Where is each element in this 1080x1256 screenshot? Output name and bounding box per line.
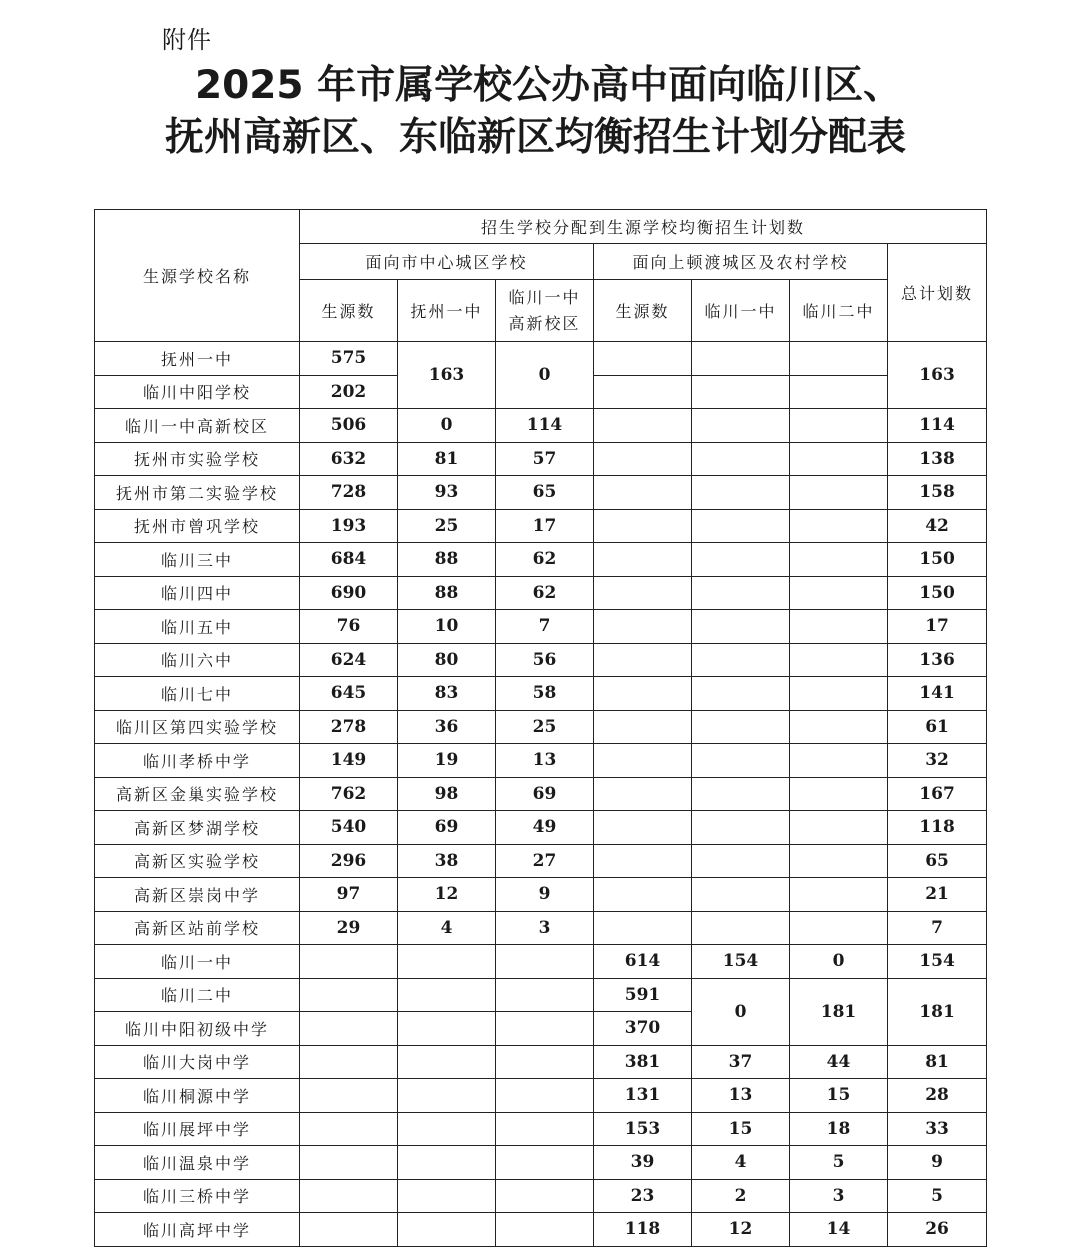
empty-cell (300, 978, 398, 1012)
fuzhou-yizhong-cell: 4 (398, 911, 496, 945)
empty-cell (496, 1213, 594, 1247)
linchuan-yizhong-cell: 37 (692, 1045, 790, 1079)
linchuan-yizhong-gaoxin-cell: 25 (496, 710, 594, 744)
table-row (95, 677, 987, 711)
linchuan-yizhong-gaoxin-cell: 57 (496, 442, 594, 476)
source-count-cell: 370 (594, 1012, 692, 1046)
empty-cell (300, 1179, 398, 1213)
header-city-source: 生源数 (300, 280, 398, 342)
table-row (95, 945, 987, 979)
linchuan-erzhong-cell: 14 (790, 1213, 888, 1247)
linchuan-erzhong-cell: 15 (790, 1079, 888, 1113)
table-row (95, 1179, 987, 1213)
header-rural-linchuan-erzhong: 临川二中 (790, 280, 888, 342)
fuzhou-yizhong-cell: 38 (398, 844, 496, 878)
empty-cell (594, 710, 692, 744)
fuzhou-yizhong-cell: 36 (398, 710, 496, 744)
empty-cell (300, 1112, 398, 1146)
school-name-cell: 临川七中 (95, 677, 300, 711)
total-cell: 154 (888, 945, 987, 979)
empty-cell (594, 543, 692, 577)
empty-cell (496, 1112, 594, 1146)
empty-cell (692, 543, 790, 577)
linchuan-yizhong-gaoxin-cell: 62 (496, 576, 594, 610)
school-name-cell: 临川三桥中学 (95, 1179, 300, 1213)
source-count-cell: 728 (300, 476, 398, 510)
source-count-cell: 690 (300, 576, 398, 610)
total-merged-cell: 163 (888, 342, 987, 409)
linchuan-yizhong-gaoxin-cell: 69 (496, 777, 594, 811)
empty-cell (790, 911, 888, 945)
school-name-cell: 高新区站前学校 (95, 911, 300, 945)
table-row (95, 811, 987, 845)
empty-cell (594, 442, 692, 476)
table-row (95, 442, 987, 476)
empty-cell (692, 476, 790, 510)
linchuan-yizhong-gaoxin-cell: 49 (496, 811, 594, 845)
linchuan-erzhong-cell: 44 (790, 1045, 888, 1079)
school-name-cell: 临川桐源中学 (95, 1079, 300, 1113)
source-count-cell: 153 (594, 1112, 692, 1146)
fuzhou-yizhong-cell: 88 (398, 543, 496, 577)
empty-cell (496, 1045, 594, 1079)
source-count-cell: 202 (300, 375, 398, 409)
empty-cell (398, 1146, 496, 1180)
source-count-cell: 29 (300, 911, 398, 945)
empty-cell (790, 375, 888, 409)
source-count-cell: 149 (300, 744, 398, 778)
empty-cell (398, 1179, 496, 1213)
empty-cell (790, 610, 888, 644)
table-row (95, 1146, 987, 1180)
linchuan-yizhong-gaoxin-cell: 13 (496, 744, 594, 778)
school-name-cell: 临川中阳学校 (95, 375, 300, 409)
empty-cell (594, 476, 692, 510)
table-row (95, 576, 987, 610)
empty-cell (300, 1012, 398, 1046)
source-count-cell: 684 (300, 543, 398, 577)
empty-cell (594, 610, 692, 644)
page-title (0, 60, 1080, 164)
linchuan-yizhong-cell: 12 (692, 1213, 790, 1247)
empty-cell (594, 911, 692, 945)
linchuan-erzhong-cell: 18 (790, 1112, 888, 1146)
empty-cell (594, 744, 692, 778)
empty-cell (692, 777, 790, 811)
school-name-cell: 临川区第四实验学校 (95, 710, 300, 744)
school-name-cell: 临川中阳初级中学 (95, 1012, 300, 1046)
empty-cell (790, 643, 888, 677)
empty-cell (692, 710, 790, 744)
fuzhou-yizhong-cell: 80 (398, 643, 496, 677)
total-cell: 9 (888, 1146, 987, 1180)
empty-cell (594, 576, 692, 610)
header-group-city: 面向市中心城区学校 (300, 244, 594, 280)
table-row (95, 1079, 987, 1113)
school-name-cell: 抚州市实验学校 (95, 442, 300, 476)
empty-cell (300, 1045, 398, 1079)
total-cell: 32 (888, 744, 987, 778)
table-row (95, 777, 987, 811)
linchuan-erzhong-cell: 0 (790, 945, 888, 979)
empty-cell (692, 643, 790, 677)
table-row (95, 744, 987, 778)
title-line-1: 2025 年市属学校公办高中面向临川区、 (195, 63, 903, 108)
school-name-cell: 临川四中 (95, 576, 300, 610)
linchuan-yizhong-gaoxin-cell: 27 (496, 844, 594, 878)
fuzhou-yizhong-cell: 81 (398, 442, 496, 476)
empty-cell (692, 744, 790, 778)
school-name-cell: 临川五中 (95, 610, 300, 644)
fuzhou-yizhong-cell: 83 (398, 677, 496, 711)
empty-cell (692, 844, 790, 878)
linchuan-yizhong-cell: 4 (692, 1146, 790, 1180)
header-total: 总计划数 (888, 244, 987, 342)
empty-cell (594, 811, 692, 845)
linchuan-yizhong-gaoxin-merged-cell: 0 (496, 342, 594, 409)
empty-cell (790, 744, 888, 778)
linchuan-yizhong-gaoxin-cell: 65 (496, 476, 594, 510)
school-name-cell: 临川展坪中学 (95, 1112, 300, 1146)
linchuan-yizhong-gaoxin-cell: 114 (496, 409, 594, 443)
total-cell: 81 (888, 1045, 987, 1079)
empty-cell (398, 1045, 496, 1079)
empty-cell (496, 1146, 594, 1180)
source-count-cell: 591 (594, 978, 692, 1012)
school-name-cell: 高新区实验学校 (95, 844, 300, 878)
empty-cell (692, 442, 790, 476)
empty-cell (300, 945, 398, 979)
empty-cell (790, 844, 888, 878)
linchuan-yizhong-gaoxin-cell: 58 (496, 677, 594, 711)
empty-cell (496, 1179, 594, 1213)
source-count-cell: 76 (300, 610, 398, 644)
school-name-cell: 临川温泉中学 (95, 1146, 300, 1180)
linchuan-yizhong-gaoxin-cell: 9 (496, 878, 594, 912)
total-cell: 5 (888, 1179, 987, 1213)
source-count-cell: 506 (300, 409, 398, 443)
fuzhou-yizhong-cell: 69 (398, 811, 496, 845)
source-count-cell: 278 (300, 710, 398, 744)
school-name-cell: 临川三中 (95, 543, 300, 577)
linchuan-yizhong-cell: 2 (692, 1179, 790, 1213)
empty-cell (790, 878, 888, 912)
empty-cell (300, 1213, 398, 1247)
source-count-cell: 575 (300, 342, 398, 376)
source-count-cell: 193 (300, 509, 398, 543)
empty-cell (398, 1213, 496, 1247)
total-cell: 118 (888, 811, 987, 845)
source-count-cell: 632 (300, 442, 398, 476)
table-row (95, 476, 987, 510)
linchuan-yizhong-gaoxin-cell: 3 (496, 911, 594, 945)
empty-cell (692, 610, 790, 644)
fuzhou-yizhong-cell: 25 (398, 509, 496, 543)
source-count-cell: 645 (300, 677, 398, 711)
table-row (95, 543, 987, 577)
table-row (95, 1112, 987, 1146)
source-count-cell: 23 (594, 1179, 692, 1213)
attachment-label: 附件 (162, 26, 212, 54)
empty-cell (496, 945, 594, 979)
table-row (95, 911, 987, 945)
empty-cell (790, 811, 888, 845)
table-row (95, 978, 987, 1012)
total-cell: 26 (888, 1213, 987, 1247)
school-name-cell: 临川大岗中学 (95, 1045, 300, 1079)
school-name-cell: 高新区崇岗中学 (95, 878, 300, 912)
empty-cell (692, 811, 790, 845)
linchuan-yizhong-cell: 15 (692, 1112, 790, 1146)
empty-cell (692, 878, 790, 912)
empty-cell (594, 878, 692, 912)
table-row (95, 610, 987, 644)
linchuan-yizhong-cell: 154 (692, 945, 790, 979)
empty-cell (398, 1079, 496, 1113)
empty-cell (300, 1079, 398, 1113)
table-row (95, 1045, 987, 1079)
header-rural-linchuan-yizhong: 临川一中 (692, 280, 790, 342)
empty-cell (594, 777, 692, 811)
total-cell: 150 (888, 543, 987, 577)
empty-cell (594, 643, 692, 677)
empty-cell (398, 945, 496, 979)
table-row (95, 844, 987, 878)
linchuan-yizhong-merged-cell: 0 (692, 978, 790, 1045)
empty-cell (692, 677, 790, 711)
source-count-cell: 624 (300, 643, 398, 677)
total-cell: 21 (888, 878, 987, 912)
school-name-cell: 临川一中高新校区 (95, 409, 300, 443)
total-cell: 17 (888, 610, 987, 644)
empty-cell (790, 476, 888, 510)
table-row (95, 509, 987, 543)
empty-cell (398, 1112, 496, 1146)
header-city-fuzhou-yizhong: 抚州一中 (398, 280, 496, 342)
table-row (95, 710, 987, 744)
school-name-cell: 临川六中 (95, 643, 300, 677)
empty-cell (496, 978, 594, 1012)
total-cell: 141 (888, 677, 987, 711)
empty-cell (790, 442, 888, 476)
empty-cell (790, 710, 888, 744)
empty-cell (790, 342, 888, 376)
school-name-cell: 临川一中 (95, 945, 300, 979)
empty-cell (594, 509, 692, 543)
source-count-cell: 118 (594, 1213, 692, 1247)
fuzhou-yizhong-cell: 93 (398, 476, 496, 510)
total-cell: 33 (888, 1112, 987, 1146)
empty-cell (692, 911, 790, 945)
total-cell: 7 (888, 911, 987, 945)
allocation-table (94, 209, 987, 1247)
empty-cell (398, 1012, 496, 1046)
school-name-cell: 临川二中 (95, 978, 300, 1012)
empty-cell (300, 1146, 398, 1180)
empty-cell (790, 409, 888, 443)
empty-cell (594, 677, 692, 711)
total-cell: 28 (888, 1079, 987, 1113)
linchuan-yizhong-gaoxin-cell: 62 (496, 543, 594, 577)
total-merged-cell: 181 (888, 978, 987, 1045)
empty-cell (790, 777, 888, 811)
fuzhou-yizhong-cell: 12 (398, 878, 496, 912)
empty-cell (496, 1012, 594, 1046)
source-count-cell: 381 (594, 1045, 692, 1079)
table-header (95, 210, 987, 342)
school-name-cell: 高新区金巢实验学校 (95, 777, 300, 811)
source-count-cell: 39 (594, 1146, 692, 1180)
school-name-cell: 临川孝桥中学 (95, 744, 300, 778)
source-count-cell: 540 (300, 811, 398, 845)
school-name-cell: 抚州市第二实验学校 (95, 476, 300, 510)
linchuan-yizhong-gaoxin-cell: 17 (496, 509, 594, 543)
empty-cell (496, 1079, 594, 1113)
fuzhou-yizhong-cell: 88 (398, 576, 496, 610)
empty-cell (692, 409, 790, 443)
table-row (95, 342, 987, 376)
total-cell: 42 (888, 509, 987, 543)
empty-cell (790, 677, 888, 711)
title-line-2: 抚州高新区、东临新区均衡招生计划分配表 (165, 115, 907, 160)
total-cell: 167 (888, 777, 987, 811)
table-body (95, 342, 987, 1247)
empty-cell (790, 576, 888, 610)
source-count-cell: 762 (300, 777, 398, 811)
header-group-main: 招生学校分配到生源学校均衡招生计划数 (300, 210, 987, 244)
table-row (95, 878, 987, 912)
school-name-cell: 高新区梦湖学校 (95, 811, 300, 845)
linchuan-erzhong-merged-cell: 181 (790, 978, 888, 1045)
linchuan-erzhong-cell: 5 (790, 1146, 888, 1180)
empty-cell (790, 509, 888, 543)
linchuan-yizhong-cell: 13 (692, 1079, 790, 1113)
empty-cell (594, 844, 692, 878)
source-count-cell: 97 (300, 878, 398, 912)
linchuan-yizhong-gaoxin-cell: 56 (496, 643, 594, 677)
empty-cell (692, 375, 790, 409)
linchuan-yizhong-gaoxin-cell: 7 (496, 610, 594, 644)
empty-cell (790, 543, 888, 577)
source-count-cell: 131 (594, 1079, 692, 1113)
table-row (95, 409, 987, 443)
table-row (95, 643, 987, 677)
fuzhou-yizhong-cell: 98 (398, 777, 496, 811)
total-cell: 158 (888, 476, 987, 510)
empty-cell (692, 576, 790, 610)
empty-cell (692, 342, 790, 376)
header-rural-source: 生源数 (594, 280, 692, 342)
total-cell: 136 (888, 643, 987, 677)
empty-cell (594, 375, 692, 409)
header-school-name: 生源学校名称 (95, 210, 300, 342)
linchuan-erzhong-cell: 3 (790, 1179, 888, 1213)
total-cell: 114 (888, 409, 987, 443)
empty-cell (692, 509, 790, 543)
school-name-cell: 抚州一中 (95, 342, 300, 376)
fuzhou-yizhong-cell: 10 (398, 610, 496, 644)
source-count-cell: 296 (300, 844, 398, 878)
total-cell: 65 (888, 844, 987, 878)
school-name-cell: 抚州市曾巩学校 (95, 509, 300, 543)
table-row (95, 1213, 987, 1247)
source-count-cell: 614 (594, 945, 692, 979)
header-group-rural: 面向上顿渡城区及农村学校 (594, 244, 888, 280)
total-cell: 150 (888, 576, 987, 610)
empty-cell (594, 409, 692, 443)
empty-cell (594, 342, 692, 376)
school-name-cell: 临川高坪中学 (95, 1213, 300, 1247)
empty-cell (398, 978, 496, 1012)
total-cell: 61 (888, 710, 987, 744)
fuzhou-yizhong-cell: 19 (398, 744, 496, 778)
total-cell: 138 (888, 442, 987, 476)
fuzhou-yizhong-cell: 0 (398, 409, 496, 443)
header-city-linchuan-yizhong-gaoxin: 临川一中 高新校区 (496, 280, 594, 342)
fuzhou-yizhong-merged-cell: 163 (398, 342, 496, 409)
